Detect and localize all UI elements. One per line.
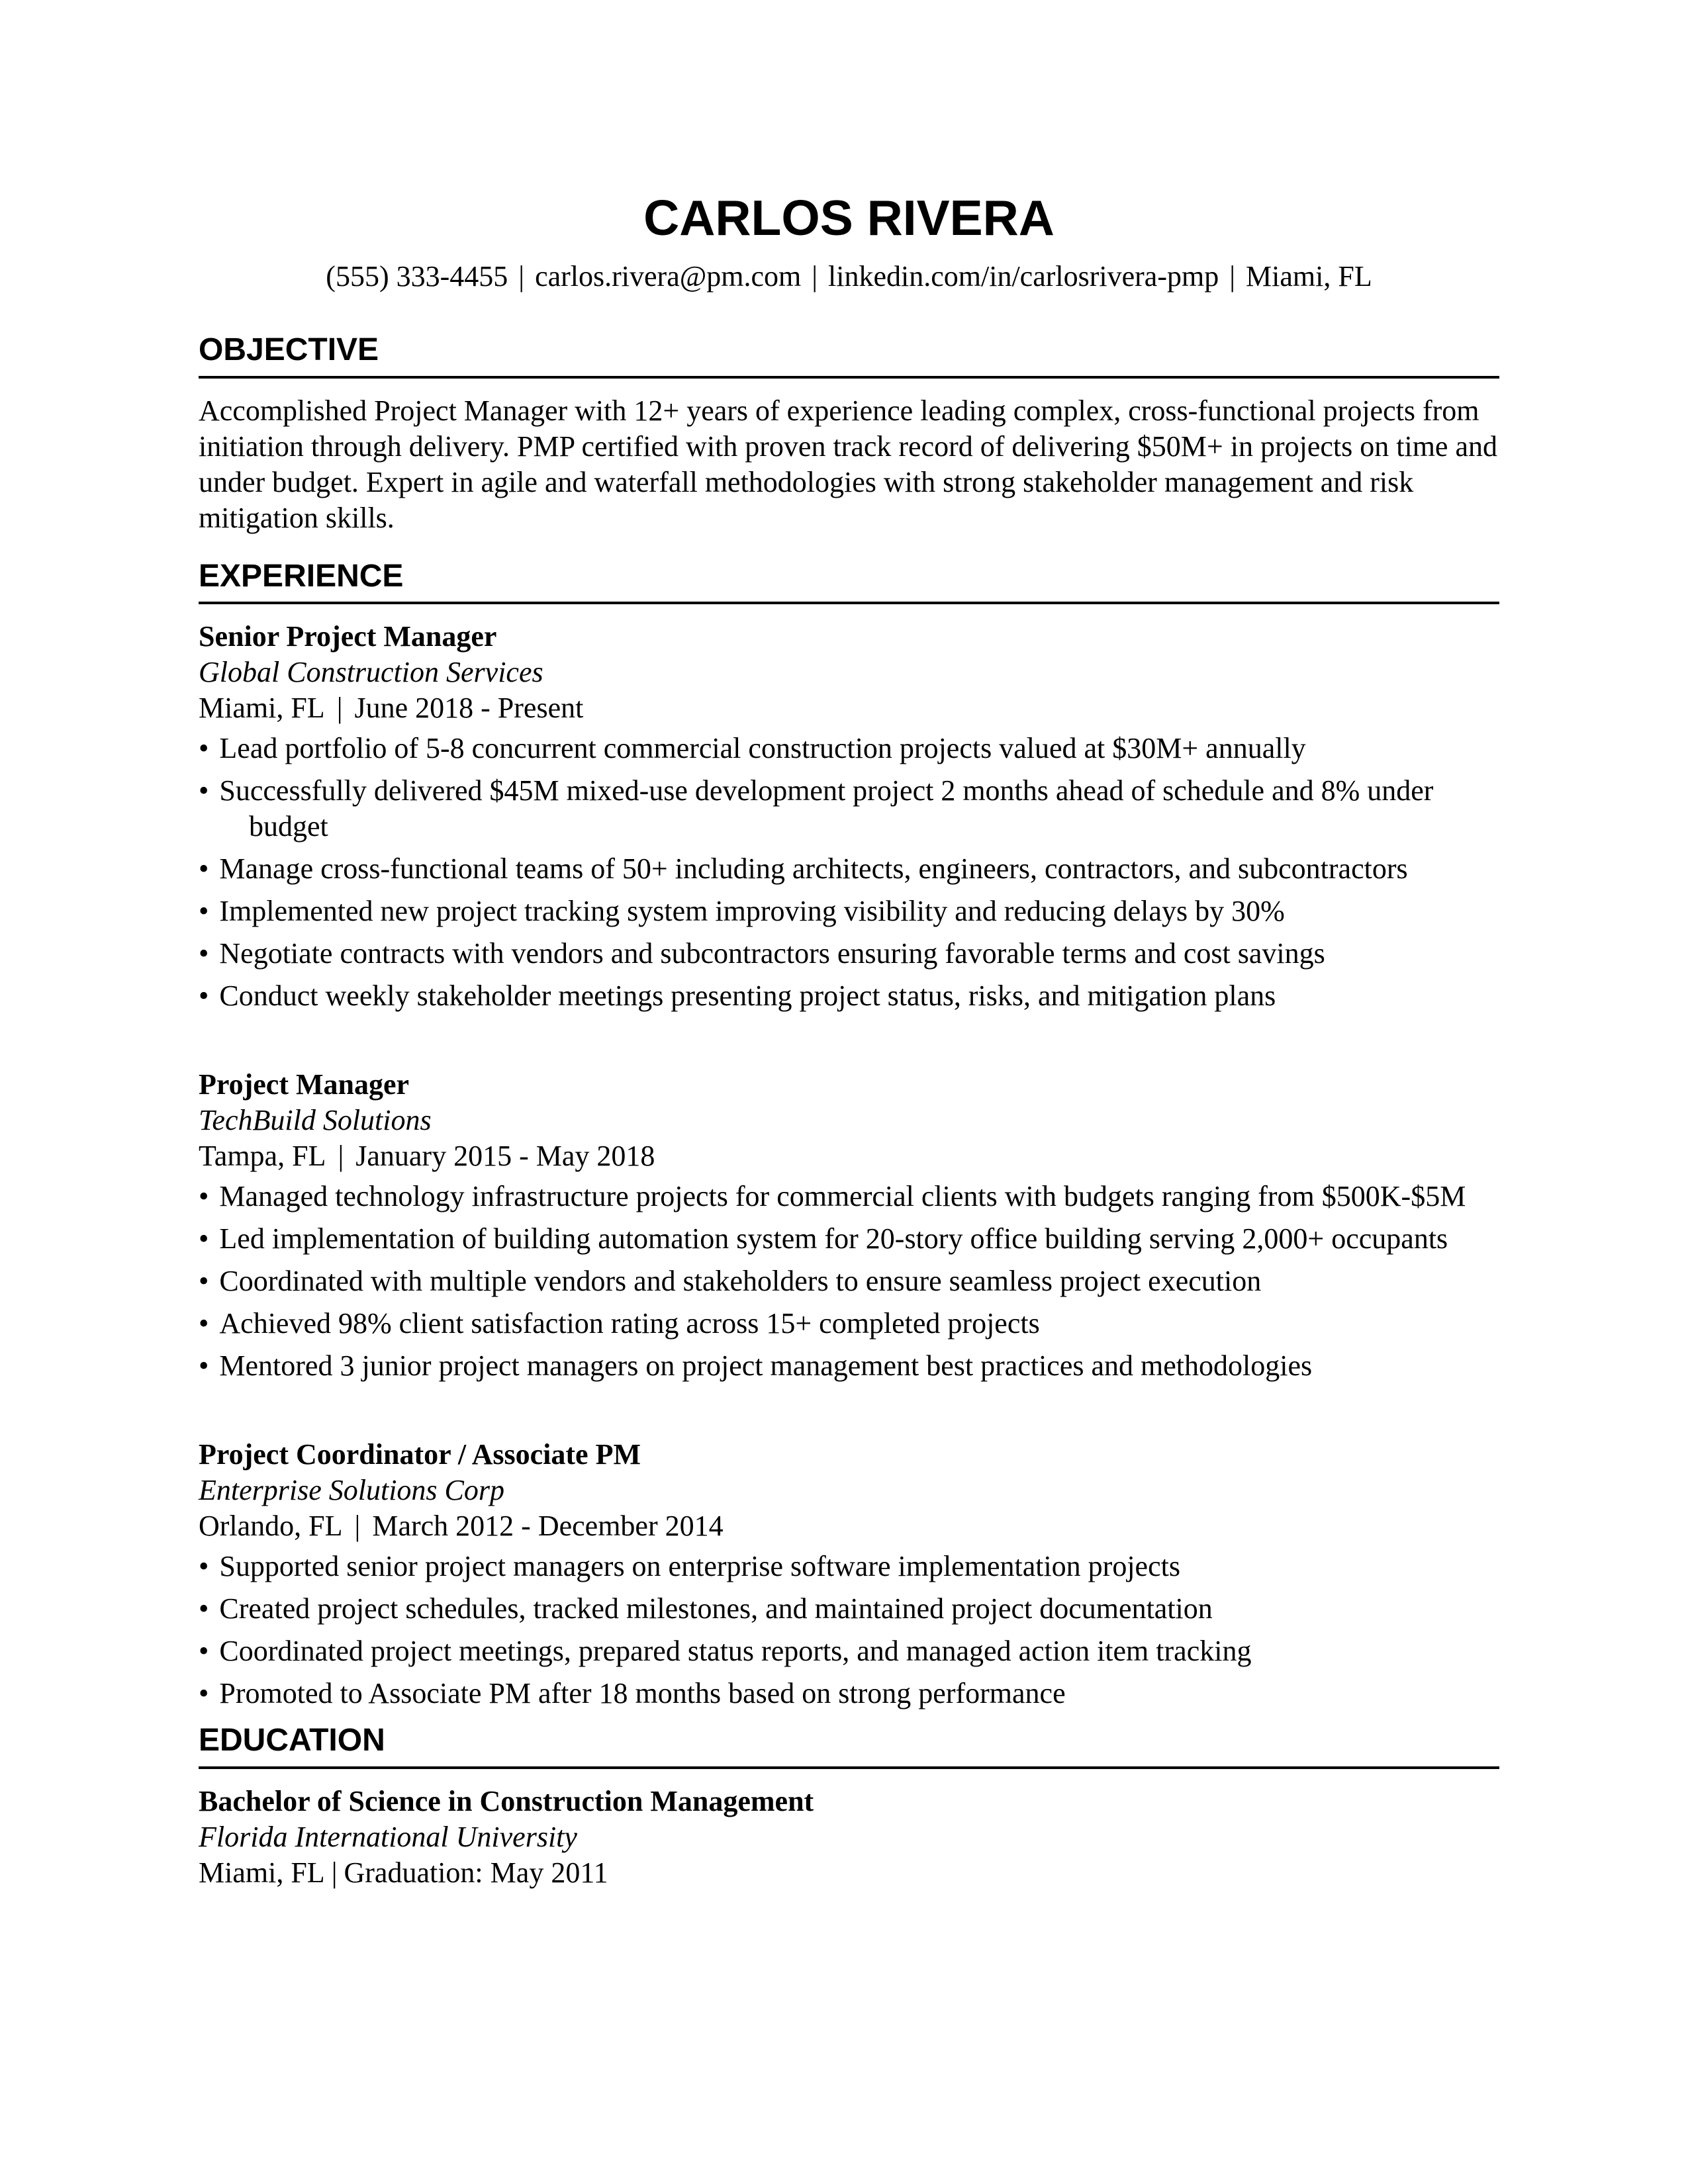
education-degree: Bachelor of Science in Construction Management [199,1785,814,1818]
job-title: Project Manager [199,1068,410,1101]
job-entry [199,619,1499,1014]
bullet-item: • Mentored 3 junior project managers on project management best practices and methodologies [199,1348,1499,1384]
job-meta [199,690,1499,726]
job-meta [199,1138,1499,1174]
contact-phone: (555) 333-4455 [326,259,508,293]
bullet-item: • Conduct weekly stakeholder meetings presenting project status, risks, and mitigation plans [199,978,1499,1014]
education-heading: EDUCATION [199,1723,1499,1769]
bullet-item: • Managed technology infrastructure projects for commercial clients with budgets ranging from $500K-$5M [199,1179,1499,1214]
bullet-item: • Manage cross-functional teams of 50+ including architects, engineers, contractors, and subcontractors [199,851,1499,887]
bullet-item: • Successfully delivered $45M mixed-use development project 2 months ahead of schedule and 8% under budget [199,773,1499,844]
contact-location: Miami, FL [1246,259,1372,293]
education-school: Florida International University [199,1821,577,1854]
job-company: Enterprise Solutions Corp [199,1474,505,1507]
meta-separator: | [354,1510,361,1543]
education-location: Miami, FL [199,1856,325,1889]
contact-line [199,259,1499,295]
job-title: Project Coordinator / Associate PM [199,1438,641,1471]
resume-header [199,192,1499,295]
job-entry [199,1437,1499,1711]
job-company: Global Construction Services [199,656,543,689]
section-experience [199,559,1499,1712]
bullet-item: • Led implementation of building automation system for 20-story office building serving 2,000+ occupants [199,1221,1499,1257]
meta-separator: | [331,1856,338,1889]
job-bullets [199,1179,1499,1384]
job-dates: March 2012 - December 2014 [372,1510,724,1543]
job-location: Tampa, FL [199,1140,326,1173]
job-company: TechBuild Solutions [199,1104,432,1137]
contact-separator: | [518,259,525,293]
education-meta [199,1855,1499,1891]
bullet-item: • Coordinated project meetings, prepared status reports, and managed action item tracking [199,1633,1499,1669]
job-title: Senior Project Manager [199,620,497,653]
job-bullets [199,731,1499,1014]
section-objective [199,333,1499,536]
job-location: Miami, FL [199,692,325,725]
meta-separator: | [338,1140,344,1173]
education-graduation: Graduation: May 2011 [344,1856,608,1889]
bullet-item: • Supported senior project managers on enterprise software implementation projects [199,1549,1499,1584]
job-location: Orlando, FL [199,1510,343,1543]
objective-text: Accomplished Project Manager with 12+ years of experience leading complex, cross-functional projects from initiation through delivery. PMP certified with proven track record of delivering $50M+ in projects on time and under budget. Expert in agile and waterfall methodologies with strong stakeholder management and risk mitigation skills. [199,394,1497,534]
meta-separator: | [336,692,343,725]
bullet-item: • Negotiate contracts with vendors and subcontractors ensuring favorable terms and cost savings [199,936,1499,972]
contact-separator: | [1229,259,1236,293]
bullet-item: • Implemented new project tracking system improving visibility and reducing delays by 30% [199,893,1499,929]
contact-separator: | [812,259,818,293]
job-bullets [199,1549,1499,1711]
bullet-item: • Achieved 98% client satisfaction rating across 15+ completed projects [199,1306,1499,1342]
job-entry [199,1067,1499,1384]
objective-heading: OBJECTIVE [199,333,1499,379]
section-education [199,1723,1499,1891]
contact-email: carlos.rivera@pm.com [535,259,802,293]
bullet-item: • Lead portfolio of 5-8 concurrent commercial construction projects valued at $30M+ annually [199,731,1499,766]
contact-linkedin: linkedin.com/in/carlosrivera-pmp [828,259,1219,293]
bullet-item: • Coordinated with multiple vendors and stakeholders to ensure seamless project execution [199,1263,1499,1299]
bullet-item: • Created project schedules, tracked milestones, and maintained project documentation [199,1591,1499,1627]
job-meta [199,1508,1499,1544]
job-dates: January 2015 - May 2018 [355,1140,655,1173]
experience-heading: EXPERIENCE [199,559,1499,605]
bullet-item: • Promoted to Associate PM after 18 months based on strong performance [199,1676,1499,1711]
candidate-name: CARLOS RIVERA [643,190,1055,246]
job-dates: June 2018 - Present [354,692,584,725]
